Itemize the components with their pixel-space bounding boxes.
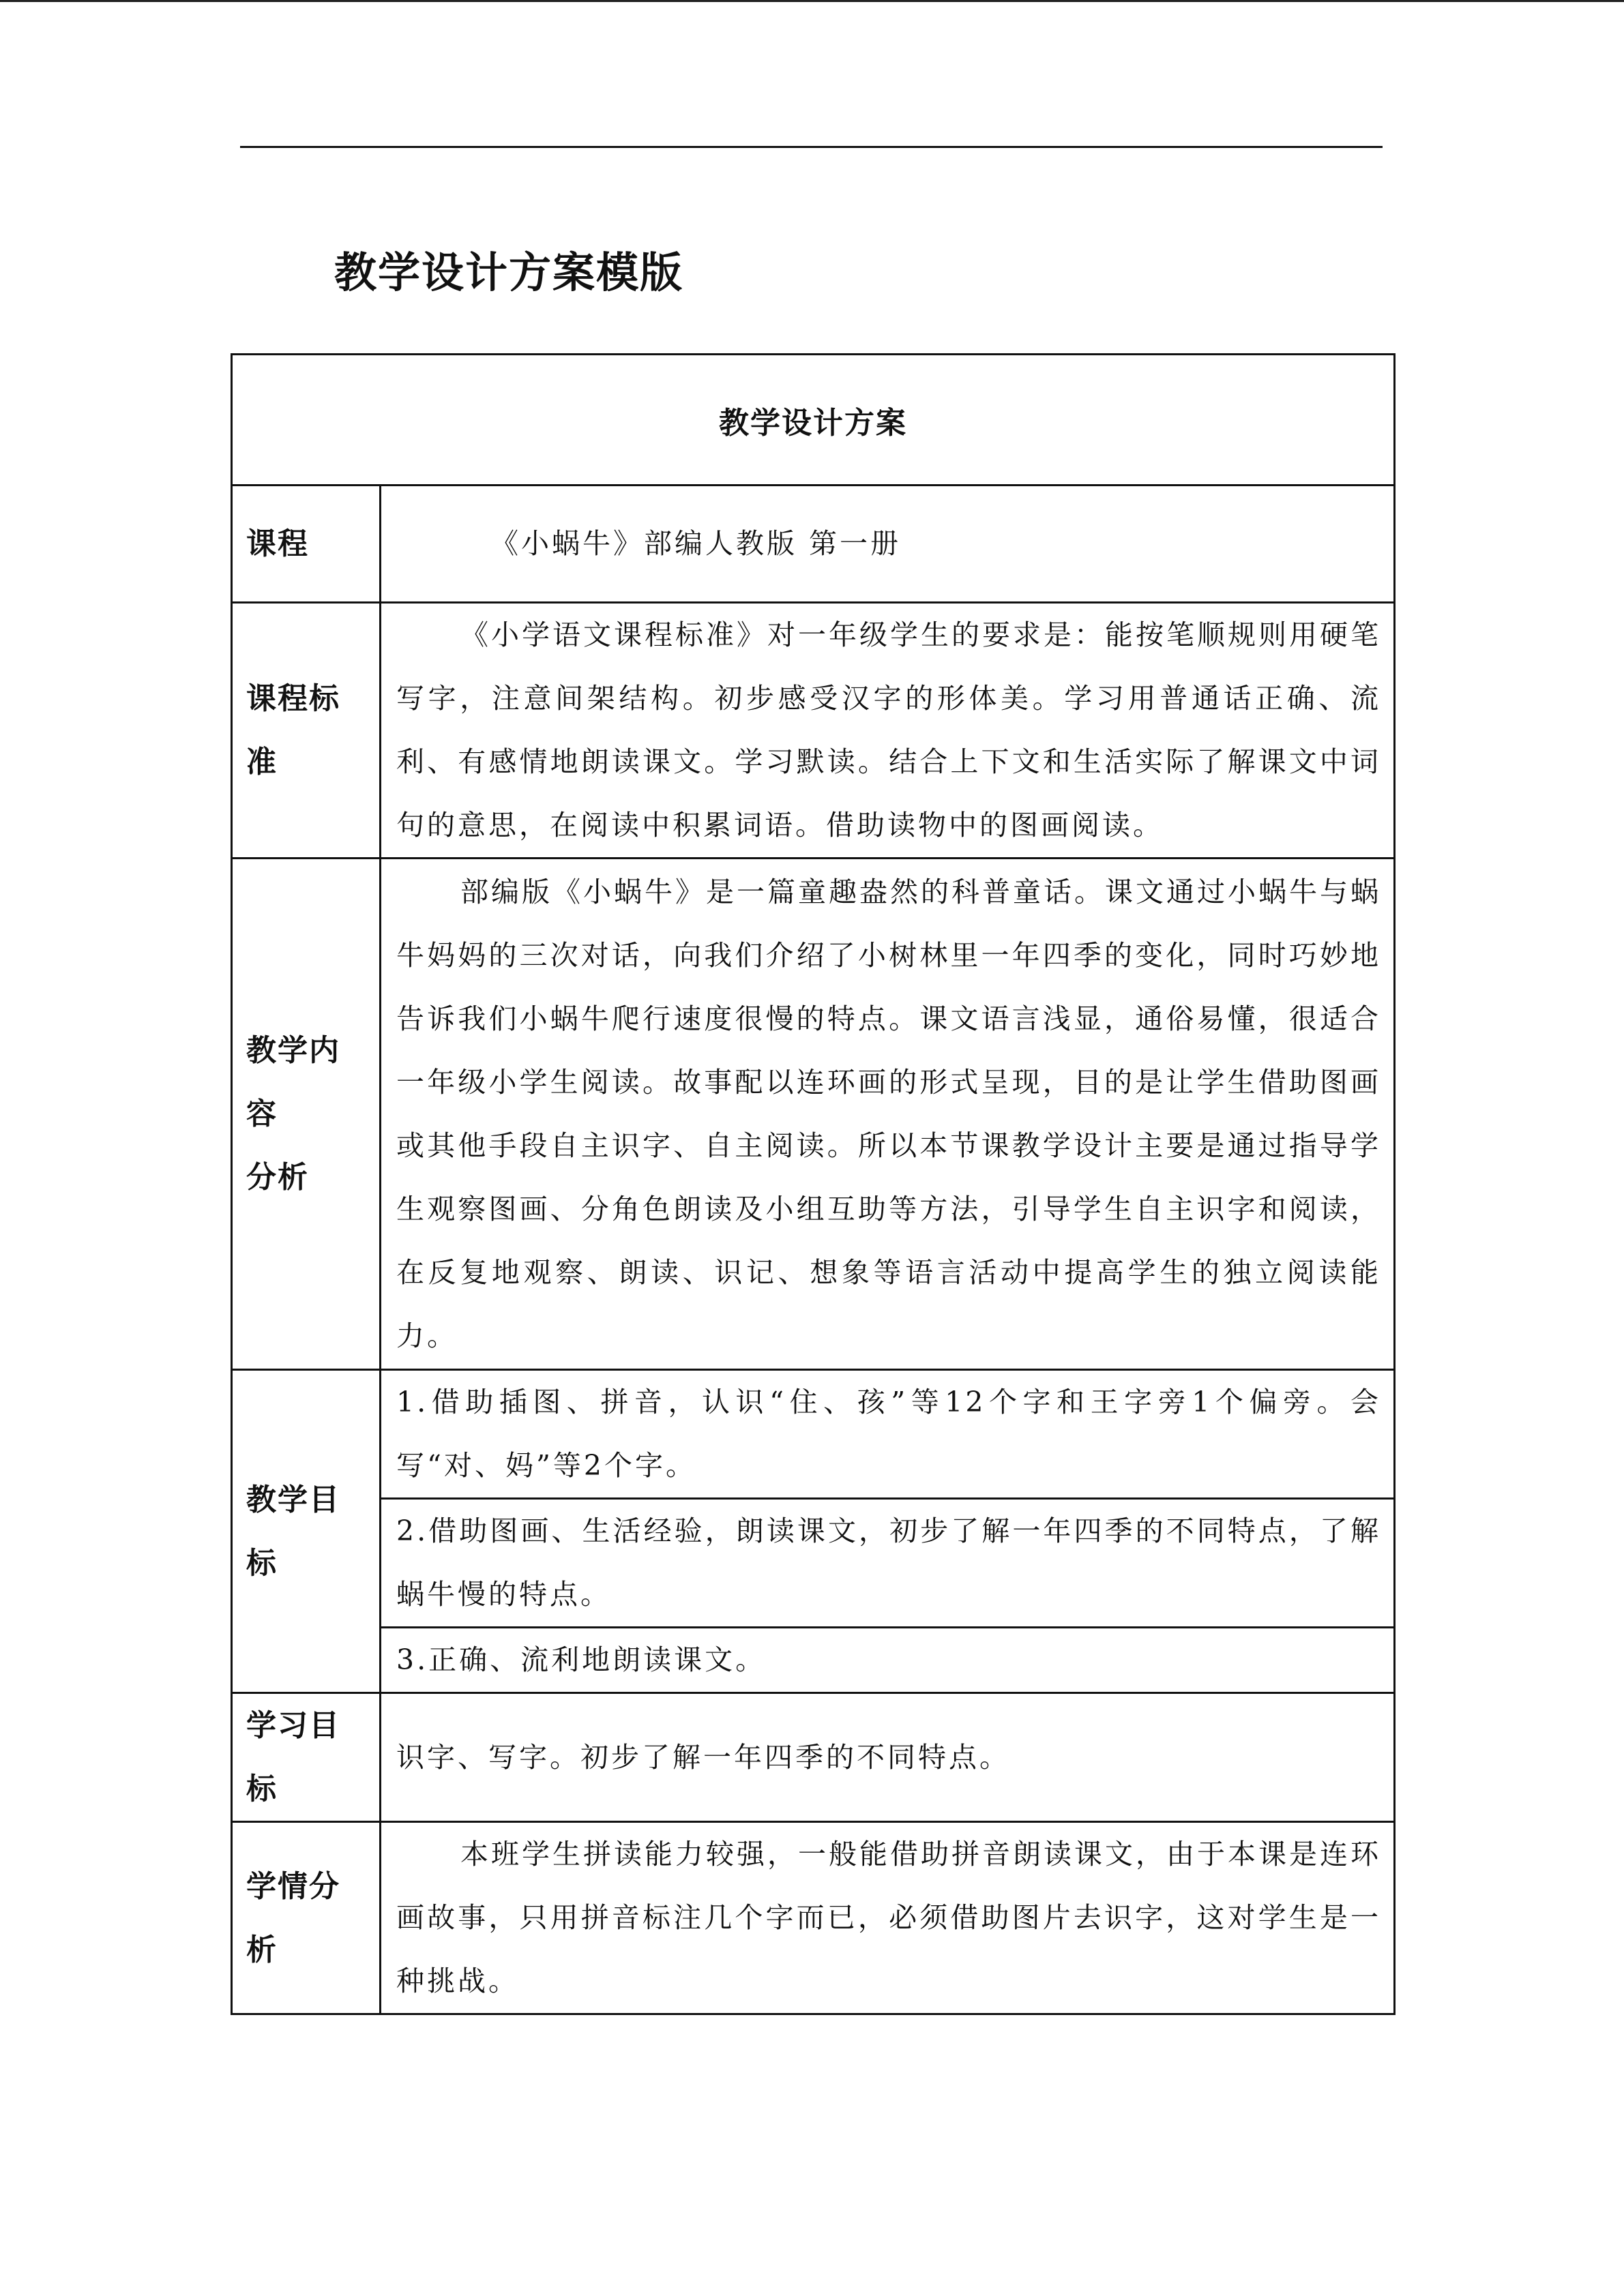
teaching-plan-table xyxy=(231,353,1396,2015)
row-course-standard xyxy=(232,603,1395,859)
row-teaching-goal-2 xyxy=(232,1499,1395,1628)
teaching-goal-item: 2.借助图画、生活经验，朗读课文，初步了解一年四季的不同特点，了解蜗牛慢的特点。 xyxy=(381,1499,1395,1628)
course-standard-label xyxy=(232,603,381,859)
page-top-border xyxy=(0,0,1624,2)
page-title: 教学设计方案模版 xyxy=(334,248,684,297)
row-learning-goals xyxy=(232,1693,1395,1822)
learner-analysis-value: 本班学生拼读能力较强，一般能借助拼音朗读课文，由于本课是连环画故事，只用拼音标注几个字而已，必须借助图片去识字，这对学生是一种挑战。 xyxy=(381,1822,1395,2014)
content-analysis-value: 部编版《小蜗牛》是一篇童趣盎然的科普童话。课文通过小蜗牛与蜗牛妈妈的三次对话，向我们介绍了小树林里一年四季的变化，同时巧妙地告诉我们小蜗牛爬行速度很慢的特点。课文语言浅显，通俗易懂，很适合一年级小学生阅读。故事配以连环画的形式呈现，目的是让学生借助图画或其他手段自主识字、自主阅读。所以本节课教学设计主要是通过指导学生观察图画、分角色朗读及小组互助等方法，引导学生自主识字和阅读，在反复地观察、朗读、识记、想象等语言活动中提高学生的独立阅读能力。 xyxy=(381,859,1395,1370)
row-course xyxy=(232,486,1395,603)
row-teaching-goal-3 xyxy=(232,1628,1395,1693)
content-analysis-label xyxy=(232,859,381,1370)
row-teaching-goal-1 xyxy=(232,1370,1395,1499)
course-standard-label-text: 课程标准 xyxy=(246,681,340,779)
learning-goals-value: 识字、写字。初步了解一年四季的不同特点。 xyxy=(381,1693,1395,1822)
row-content-analysis xyxy=(232,859,1395,1370)
course-value: 《小蜗牛》部编人教版 第一册 xyxy=(381,486,1395,603)
learner-analysis-label-text: 学情分析 xyxy=(246,1868,340,1967)
teaching-goals-label-text: 教学目标 xyxy=(246,1482,340,1581)
header-rule xyxy=(240,146,1383,148)
course-standard-value: 《小学语文课程标准》对一年级学生的要求是：能按笔顺规则用硬笔写字，注意间架结构。初步感受汉字的形体美。学习用普通话正确、流利、有感情地朗读课文。学习默读。结合上下文和生活实际了解课文中词句的意思，在阅读中积累词语。借助读物中的图画阅读。 xyxy=(381,603,1395,859)
content-analysis-label-text: 教学内容 分析 xyxy=(246,1033,340,1195)
teaching-goal-item: 3.正确、流利地朗读课文。 xyxy=(381,1628,1395,1693)
teaching-goals-label xyxy=(232,1370,381,1693)
teaching-goal-item: 1.借助插图、拼音，认识“住、孩”等12个字和王字旁1个偏旁。会写“对、妈”等2个字。 xyxy=(381,1370,1395,1499)
course-label: 课程 xyxy=(232,486,381,603)
row-learner-analysis xyxy=(232,1822,1395,2014)
learning-goals-label-text: 学习目标 xyxy=(246,1708,340,1806)
table-title: 教学设计方案 xyxy=(232,355,1395,486)
table-title-row xyxy=(232,355,1395,486)
learning-goals-label xyxy=(232,1693,381,1822)
learner-analysis-label xyxy=(232,1822,381,2014)
